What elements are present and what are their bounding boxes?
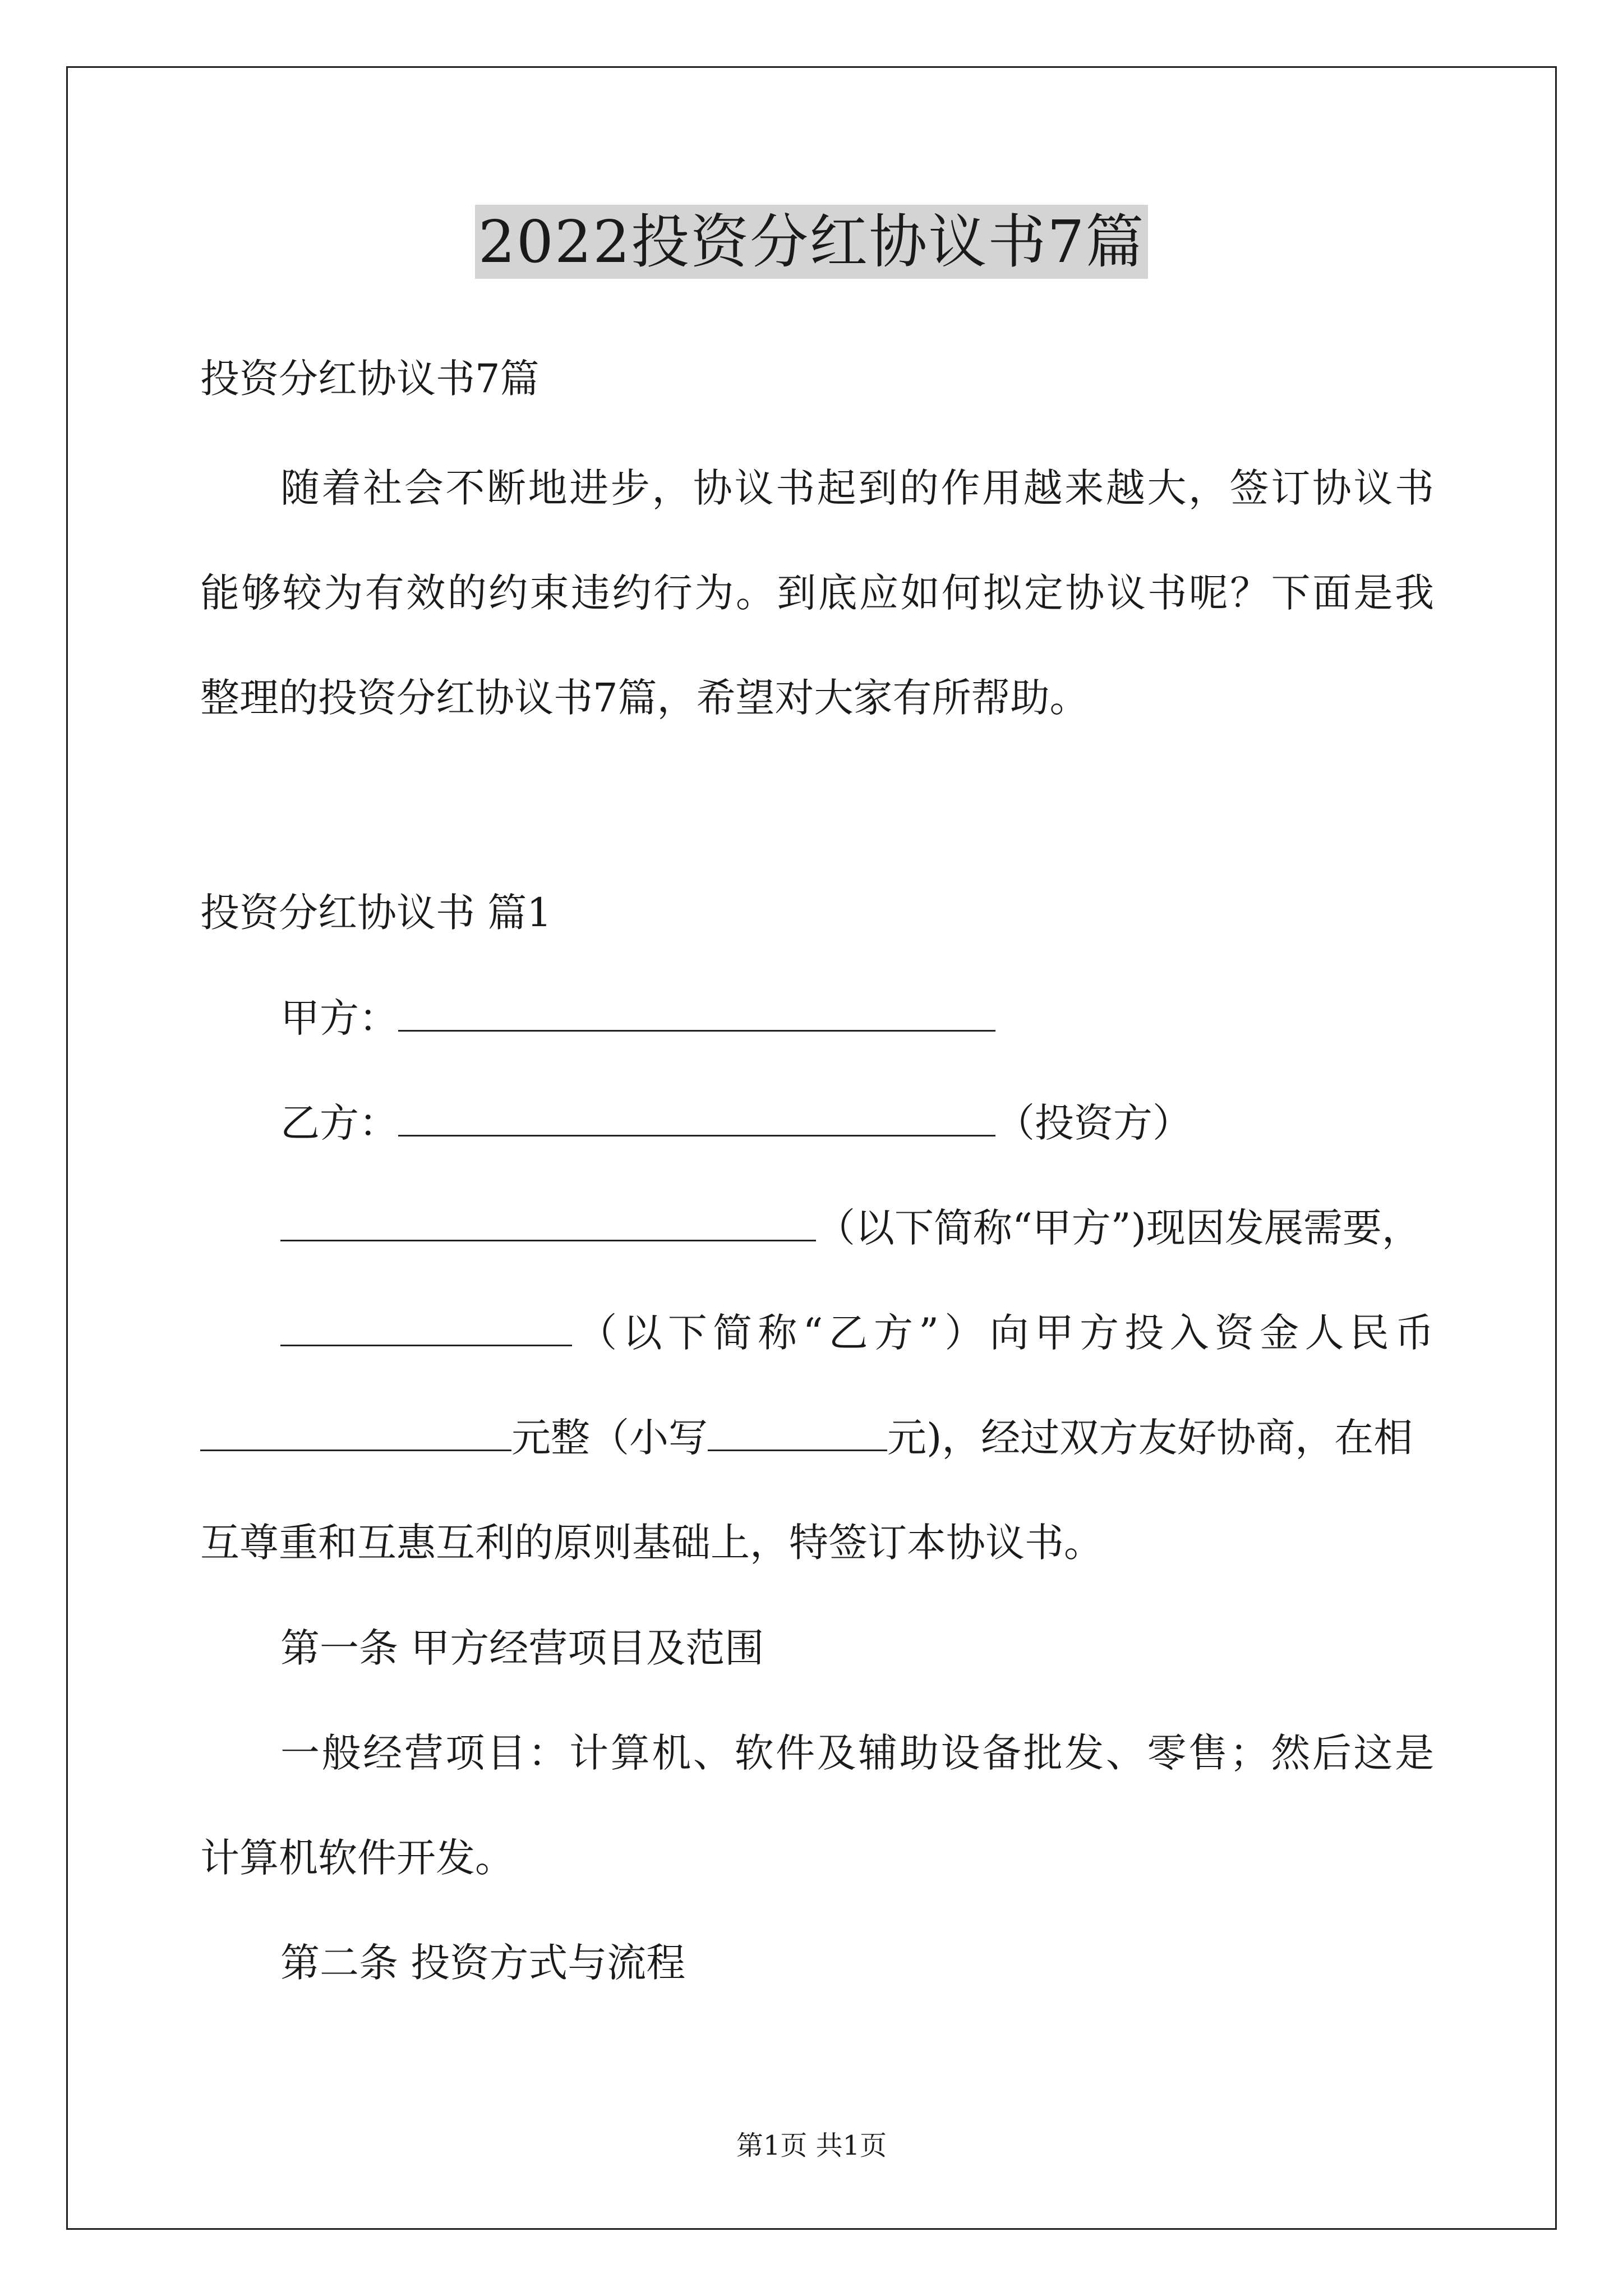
party-a-row bbox=[280, 993, 1514, 1043]
amount-digits-blank bbox=[708, 1415, 887, 1451]
body-line-2 bbox=[280, 1308, 1434, 1358]
amount-words-blank bbox=[200, 1415, 511, 1451]
intro-line-3: 整理的投资分红协议书7篇，希望对大家有所帮助。 bbox=[200, 675, 1089, 721]
intro-line-2: 能够较为有效的约束违约行为。到底应如何拟定协议书呢？下面是我 bbox=[200, 570, 1434, 616]
party-a-blank bbox=[398, 995, 995, 1032]
body-line-1 bbox=[280, 1203, 1514, 1253]
title-container bbox=[0, 205, 1623, 279]
party-b-suffix: （投资方） bbox=[995, 1100, 1192, 1146]
document-subtitle: 投资分红协议书7篇 bbox=[200, 356, 540, 402]
party-a-label: 甲方： bbox=[280, 995, 398, 1041]
section-heading: 投资分红协议书 篇1 bbox=[200, 890, 552, 936]
party-b-blank bbox=[398, 1100, 995, 1137]
article-1-title: 第一条 甲方经营项目及范围 bbox=[280, 1625, 764, 1671]
party-b-row bbox=[280, 1098, 1514, 1148]
body-line-3-part2: 元)，经过双方友好协商，在相 bbox=[887, 1415, 1413, 1461]
article-1-line-1: 一般经营项目：计算机、软件及辅助设备批发、零售；然后这是 bbox=[280, 1730, 1434, 1776]
body-line-4: 互尊重和互惠互利的原则基础上，特签订本协议书。 bbox=[200, 1520, 1103, 1566]
party-b-name-blank bbox=[280, 1310, 572, 1346]
body-line-3-part1: 元整（小写 bbox=[511, 1415, 708, 1461]
body-line-3 bbox=[200, 1412, 1434, 1463]
article-1-line-2: 计算机软件开发。 bbox=[200, 1835, 514, 1881]
article-2-title: 第二条 投资方式与流程 bbox=[280, 1940, 686, 1986]
body-line-1-text: （以下简称“甲方”)现因发展需要， bbox=[816, 1205, 1421, 1251]
page-footer: 第1页 共1页 bbox=[736, 2130, 887, 2161]
party-a-name-blank bbox=[280, 1205, 816, 1241]
party-b-label: 乙方： bbox=[280, 1100, 398, 1146]
intro-line-1: 随着社会不断地进步，协议书起到的作用越来越大，签订协议书 bbox=[280, 465, 1434, 511]
body-line-2-text: （以下简称“乙方”）向甲方投入资金人民币 bbox=[572, 1310, 1434, 1356]
document-title: 2022投资分红协议书7篇 bbox=[475, 205, 1149, 279]
